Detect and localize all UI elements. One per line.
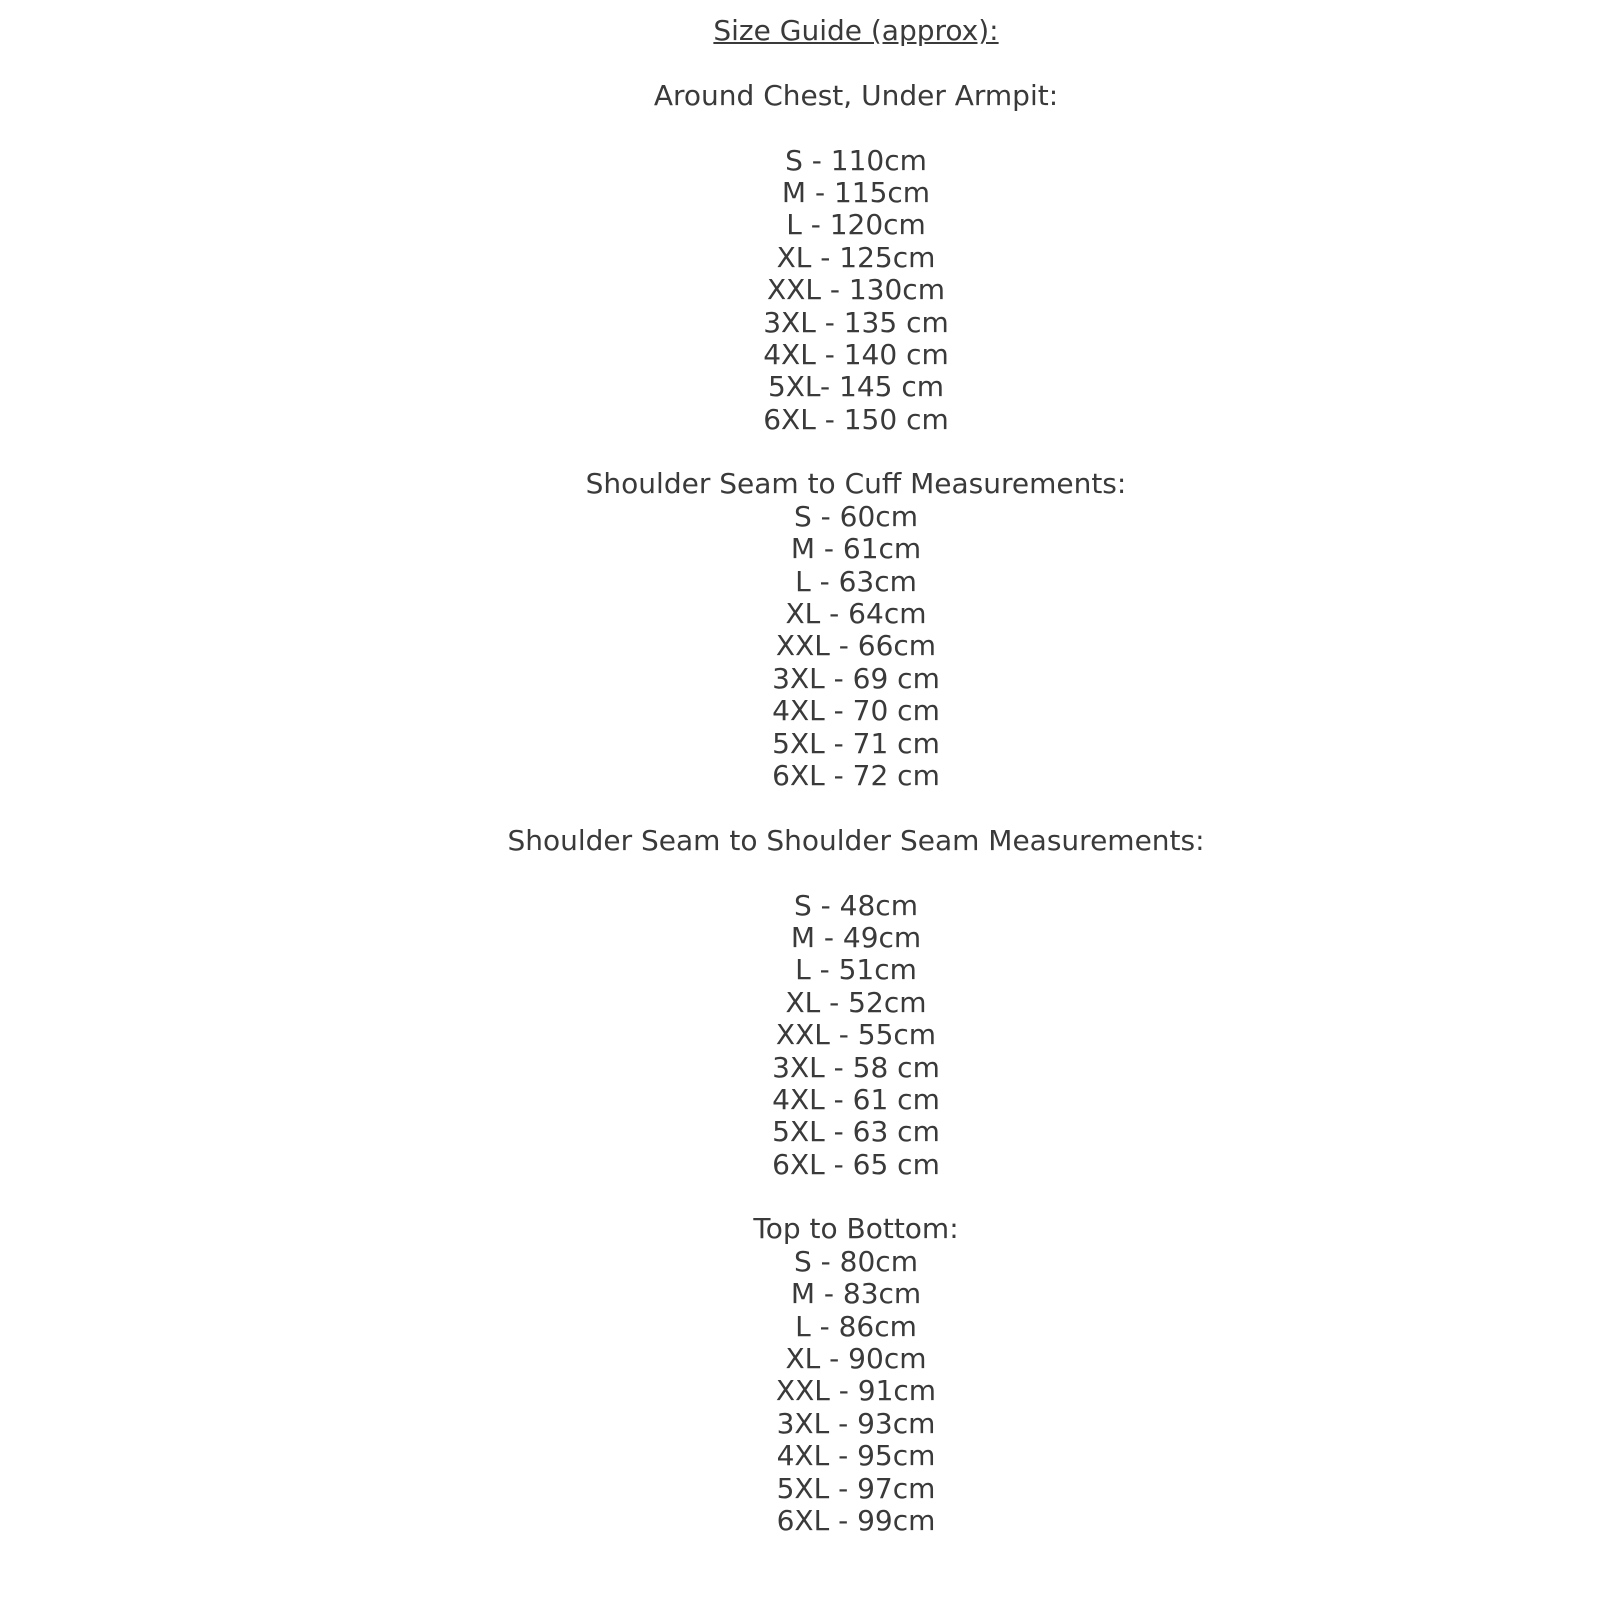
size-line: XXL - 130cm <box>767 273 945 307</box>
size-line: XXL - 91cm <box>775 1374 937 1408</box>
section-heading: Around Chest, Under Armpit: <box>653 78 1059 112</box>
size-line: M - 83cm <box>790 1277 922 1311</box>
size-line: 6XL - 65 cm <box>772 1147 940 1181</box>
size-line: 4XL - 140 cm <box>763 337 949 371</box>
size-line: L - 86cm <box>795 1309 917 1343</box>
sections-container <box>56 80 1600 1538</box>
size-line: 5XL- 145 cm <box>767 370 945 404</box>
size-line: S - 110cm <box>785 143 927 177</box>
size-line: 3XL - 58 cm <box>772 1050 940 1084</box>
size-line: M - 61cm <box>790 532 922 566</box>
size-line: M - 115cm <box>781 175 931 209</box>
blank-line <box>56 112 1600 144</box>
size-line: 4XL - 70 cm <box>772 694 940 728</box>
size-line: L - 51cm <box>795 953 917 987</box>
size-line: S - 48cm <box>794 888 918 922</box>
blank-line <box>56 1181 1600 1213</box>
size-line: XL - 125cm <box>776 240 936 274</box>
size-line: L - 63cm <box>795 564 917 598</box>
size-line: 6XL - 150 cm <box>763 402 949 436</box>
size-line: L - 120cm <box>786 208 926 242</box>
size-line: 3XL - 93cm <box>776 1406 936 1440</box>
section-heading: Shoulder Seam to Shoulder Seam Measurements: <box>507 823 1205 857</box>
size-line: 4XL - 95cm <box>776 1439 936 1473</box>
page-title: Size Guide (approx): <box>713 14 999 47</box>
size-line: 5XL - 63 cm <box>772 1115 940 1149</box>
size-line: 6XL - 72 cm <box>772 758 940 792</box>
blank-line <box>56 792 1600 824</box>
size-line: XL - 64cm <box>785 597 927 631</box>
size-line: S - 60cm <box>794 499 918 533</box>
size-line: 5XL - 97cm <box>776 1471 936 1505</box>
section-heading: Top to Bottom: <box>753 1212 959 1246</box>
size-line: XL - 90cm <box>785 1342 927 1376</box>
size-line: XXL - 66cm <box>775 629 937 663</box>
size-guide-content <box>56 0 1600 1537</box>
size-line: 5XL - 71 cm <box>772 726 940 760</box>
size-line: 4XL - 61 cm <box>772 1082 940 1116</box>
blank-line <box>56 857 1600 889</box>
section-heading: Shoulder Seam to Cuff Measurements: <box>585 467 1127 501</box>
size-line: XL - 52cm <box>785 985 927 1019</box>
blank-line <box>56 436 1600 468</box>
size-line: XXL - 55cm <box>775 1018 937 1052</box>
size-line: 3XL - 135 cm <box>763 305 949 339</box>
size-line: 6XL - 99cm <box>776 1503 936 1537</box>
size-line: M - 49cm <box>790 920 922 954</box>
size-line: 3XL - 69 cm <box>772 661 940 695</box>
size-line: S - 80cm <box>794 1244 918 1278</box>
blank-line <box>56 47 1600 79</box>
